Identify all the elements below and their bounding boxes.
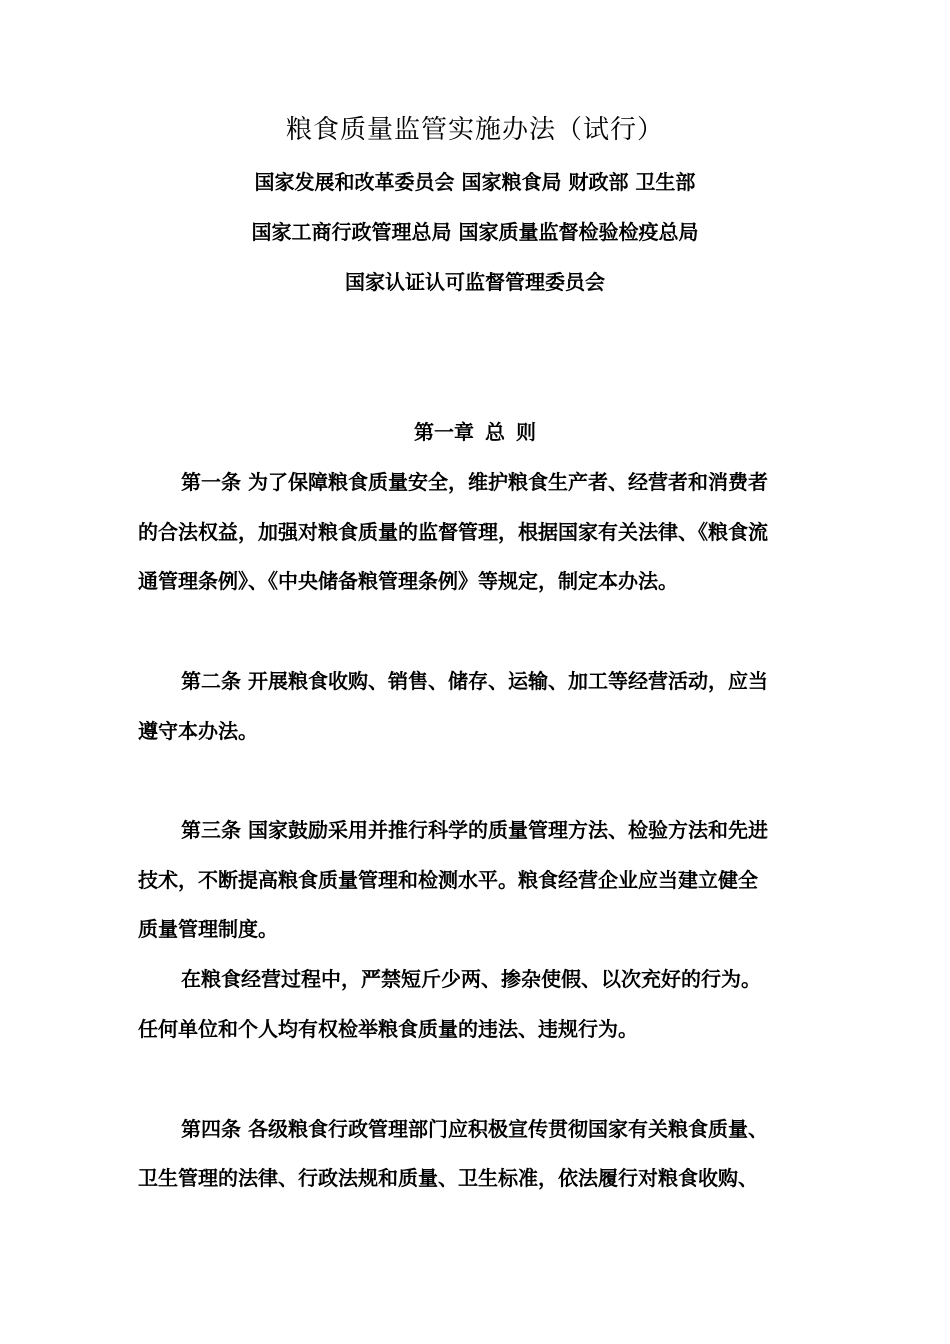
article-2-line-2: 遵守本办法。 — [138, 719, 258, 743]
chapter-heading: 第一章 总 则 — [414, 420, 536, 444]
article-3-line-3: 质量管理制度。 — [138, 917, 278, 941]
issuer-line-3: 国家认证认可监督管理委员会 — [345, 270, 605, 294]
article-1-line-3: 通管理条例》、《中央储备粮管理条例》等规定，制定本办法。 — [138, 569, 678, 593]
article-3-para-2-line-2: 任何单位和个人均有权检举粮食质量的违法、违规行为。 — [138, 1017, 638, 1041]
article-3-line-2: 技术，不断提高粮食质量管理和检测水平。粮食经营企业应当建立健全 — [138, 868, 758, 892]
issuer-line-1: 国家发展和改革委员会 国家粮食局 财政部 卫生部 — [254, 170, 696, 194]
document-title: 粮食质量监管实施办法（试行） — [285, 115, 664, 145]
article-3-line-1: 第三条 国家鼓励采用并推行科学的质量管理方法、检验方法和先进 — [181, 818, 768, 842]
article-2-line-1: 第二条 开展粮食收购、销售、储存、运输、加工等经营活动，应当 — [181, 669, 768, 693]
issuer-line-2: 国家工商行政管理总局 国家质量监督检验检疫总局 — [251, 220, 699, 244]
article-1-line-1: 第一条 为了保障粮食质量安全，维护粮食生产者、经营者和消费者 — [181, 470, 768, 494]
article-1-line-2: 的合法权益，加强对粮食质量的监督管理，根据国家有关法律、《粮食流 — [138, 520, 768, 544]
article-3-para-2-line-1: 在粮食经营过程中，严禁短斤少两、掺杂使假、以次充好的行为。 — [181, 967, 761, 991]
article-4-line-1: 第四条 各级粮食行政管理部门应积极宣传贯彻国家有关粮食质量、 — [181, 1117, 768, 1141]
article-4-line-2: 卫生管理的法律、行政法规和质量、卫生标准，依法履行对粮食收购、 — [138, 1166, 758, 1190]
